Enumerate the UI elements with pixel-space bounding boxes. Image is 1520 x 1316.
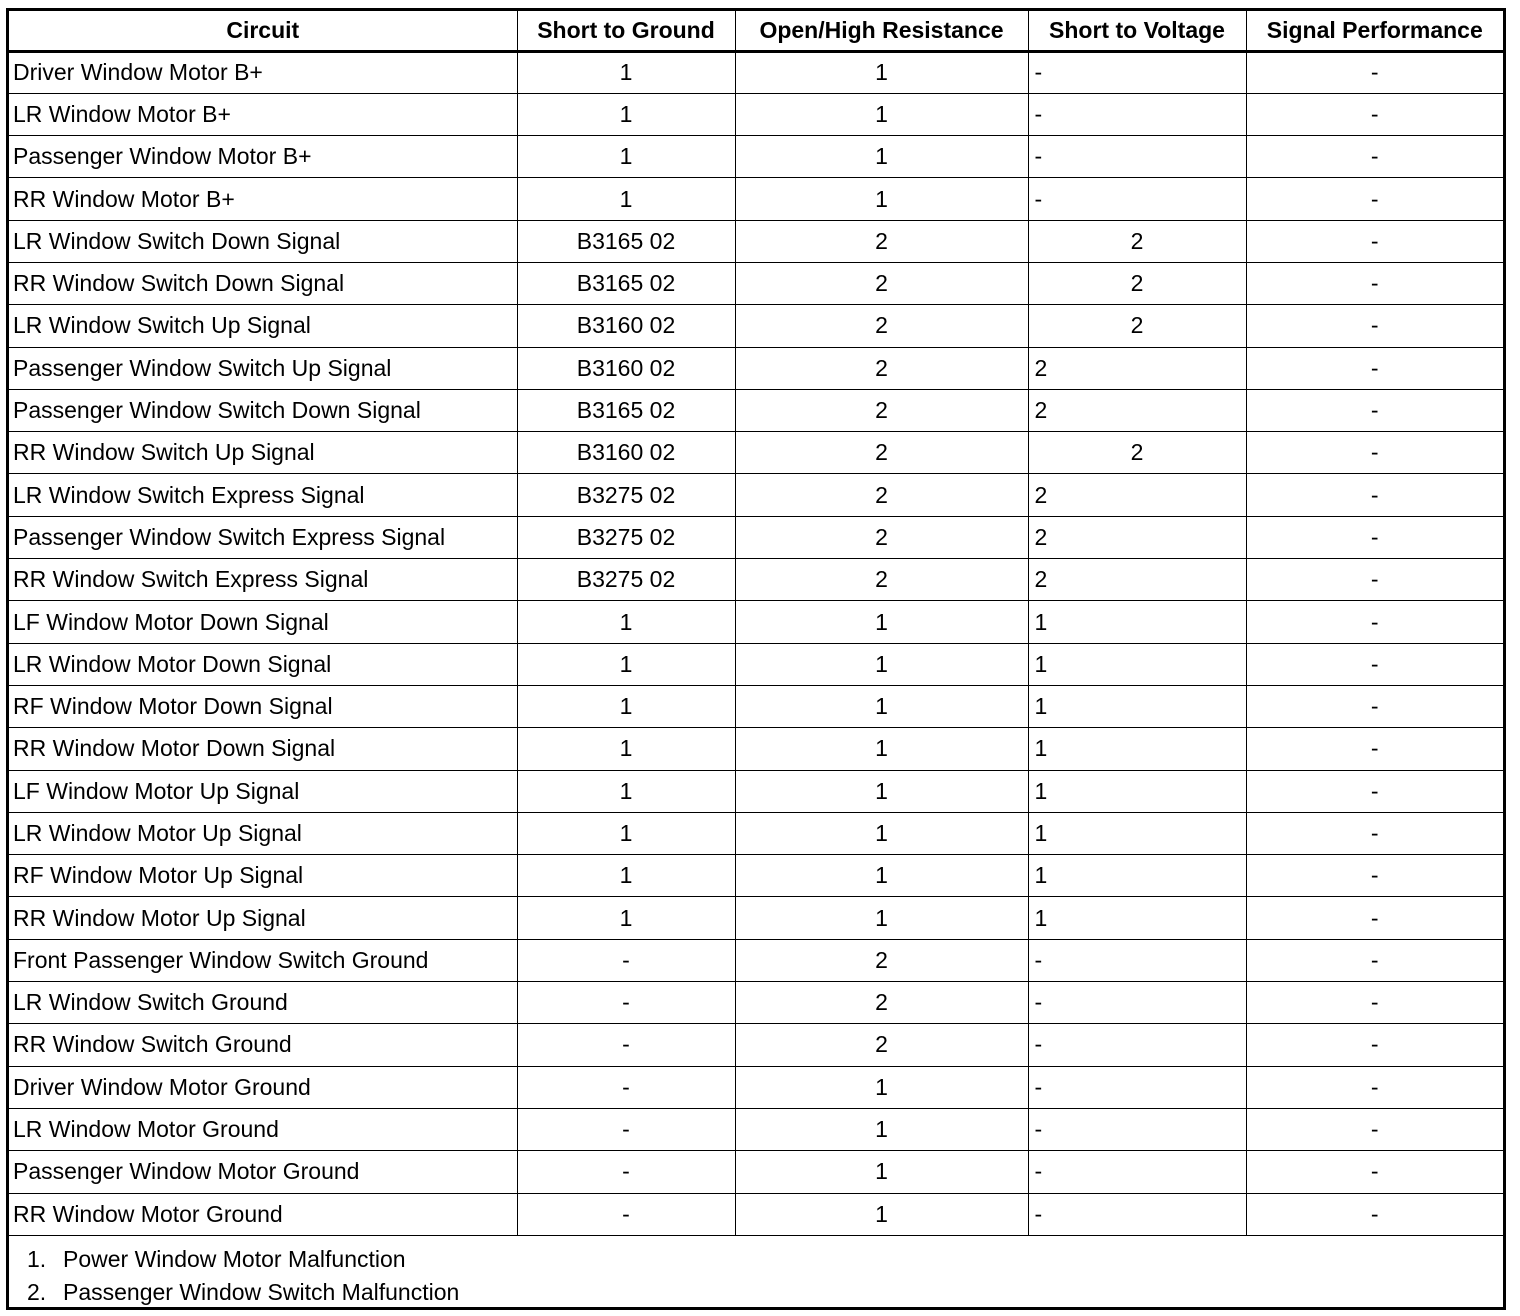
signal-performance-cell: - [1246,897,1503,939]
short-to-voltage-cell: - [1028,178,1246,220]
open-high-resistance-cell: 2 [735,389,1028,431]
short-to-ground-cell: - [517,1066,735,1108]
signal-performance-cell: - [1246,559,1503,601]
signal-performance-cell: - [1246,516,1503,558]
open-high-resistance-cell: 2 [735,305,1028,347]
short-to-ground-cell: - [517,1108,735,1150]
open-high-resistance-cell: 2 [735,516,1028,558]
short-to-voltage-cell: 2 [1028,347,1246,389]
short-to-voltage-cell: - [1028,51,1246,93]
footnote [27,1279,1503,1312]
open-high-resistance-cell: 1 [735,51,1028,93]
open-high-resistance-cell: 1 [735,1193,1028,1235]
short-to-ground-cell: 1 [517,897,735,939]
signal-performance-cell: - [1246,728,1503,770]
signal-performance-cell: - [1246,1108,1503,1150]
signal-performance-cell: - [1246,389,1503,431]
short-to-voltage-cell: - [1028,1151,1246,1193]
table-row [9,432,1503,474]
table-row [9,220,1503,262]
signal-performance-cell: - [1246,178,1503,220]
short-to-voltage-cell: 2 [1028,474,1246,516]
circuit-cell: LR Window Motor B+ [9,93,517,135]
short-to-voltage-cell: 1 [1028,770,1246,812]
header-signal-performance: Signal Performance [1246,11,1503,51]
circuit-cell: Driver Window Motor Ground [9,1066,517,1108]
signal-performance-cell: - [1246,601,1503,643]
short-to-ground-cell: 1 [517,770,735,812]
circuit-cell: RF Window Motor Down Signal [9,685,517,727]
short-to-ground-cell: B3275 02 [517,474,735,516]
short-to-ground-cell: B3275 02 [517,516,735,558]
short-to-ground-cell: - [517,1024,735,1066]
circuit-cell: Driver Window Motor B+ [9,51,517,93]
short-to-voltage-cell: - [1028,136,1246,178]
circuit-cell: RR Window Motor Ground [9,1193,517,1235]
signal-performance-cell: - [1246,770,1503,812]
circuit-cell: RF Window Motor Up Signal [9,855,517,897]
table-row [9,982,1503,1024]
open-high-resistance-cell: 2 [735,559,1028,601]
open-high-resistance-cell: 1 [735,643,1028,685]
circuit-cell: RR Window Switch Down Signal [9,262,517,304]
circuit-cell: LR Window Motor Ground [9,1108,517,1150]
open-high-resistance-cell: 1 [735,728,1028,770]
circuit-cell: RR Window Motor Down Signal [9,728,517,770]
signal-performance-cell: - [1246,1151,1503,1193]
short-to-voltage-cell: 1 [1028,728,1246,770]
short-to-ground-cell: - [517,1151,735,1193]
signal-performance-cell: - [1246,220,1503,262]
header-short-to-ground: Short to Ground [517,11,735,51]
signal-performance-cell: - [1246,939,1503,981]
short-to-ground-cell: - [517,939,735,981]
short-to-voltage-cell: - [1028,1024,1246,1066]
header-row [9,11,1503,51]
short-to-voltage-cell: - [1028,982,1246,1024]
circuit-cell: RR Window Motor Up Signal [9,897,517,939]
footnote-number: 2. [27,1278,47,1305]
open-high-resistance-cell: 2 [735,982,1028,1024]
open-high-resistance-cell: 2 [735,262,1028,304]
short-to-ground-cell: 1 [517,136,735,178]
short-to-voltage-cell: 1 [1028,897,1246,939]
table-row [9,601,1503,643]
short-to-voltage-cell: 1 [1028,812,1246,854]
signal-performance-cell: - [1246,812,1503,854]
signal-performance-cell: - [1246,1066,1503,1108]
circuit-cell: Passenger Window Motor B+ [9,136,517,178]
table-row [9,262,1503,304]
signal-performance-cell: - [1246,93,1503,135]
short-to-ground-cell: B3165 02 [517,262,735,304]
table-row [9,93,1503,135]
short-to-ground-cell: B3160 02 [517,347,735,389]
signal-performance-cell: - [1246,262,1503,304]
table-row [9,389,1503,431]
short-to-voltage-cell: 1 [1028,643,1246,685]
circuit-cell: LR Window Switch Express Signal [9,474,517,516]
short-to-ground-cell: 1 [517,178,735,220]
table-row [9,51,1503,93]
short-to-ground-cell: 1 [517,51,735,93]
circuit-cell: LF Window Motor Down Signal [9,601,517,643]
signal-performance-cell: - [1246,685,1503,727]
footnote-text: Passenger Window Switch Malfunction [63,1278,460,1305]
header-open-high-resistance: Open/High Resistance [735,11,1028,51]
table-row [9,643,1503,685]
dtc-table-frame [6,8,1506,1310]
circuit-cell: LR Window Switch Ground [9,982,517,1024]
circuit-cell: LR Window Motor Up Signal [9,812,517,854]
open-high-resistance-cell: 2 [735,220,1028,262]
circuit-cell: Passenger Window Switch Up Signal [9,347,517,389]
table-row [9,770,1503,812]
table-row [9,1151,1503,1193]
signal-performance-cell: - [1246,305,1503,347]
circuit-cell: Passenger Window Switch Express Signal [9,516,517,558]
table-row [9,1108,1503,1150]
open-high-resistance-cell: 1 [735,812,1028,854]
table-row [9,1193,1503,1235]
open-high-resistance-cell: 1 [735,897,1028,939]
table-row [9,474,1503,516]
circuit-cell: LF Window Motor Up Signal [9,770,517,812]
short-to-ground-cell: B3165 02 [517,220,735,262]
table-row [9,178,1503,220]
open-high-resistance-cell: 1 [735,93,1028,135]
circuit-cell: Passenger Window Switch Down Signal [9,389,517,431]
signal-performance-cell: - [1246,432,1503,474]
short-to-ground-cell: 1 [517,855,735,897]
short-to-ground-cell: - [517,1193,735,1235]
circuit-cell: RR Window Switch Express Signal [9,559,517,601]
footnotes [9,1236,1503,1312]
table-row [9,1066,1503,1108]
short-to-ground-cell: B3160 02 [517,432,735,474]
circuit-cell: RR Window Switch Up Signal [9,432,517,474]
open-high-resistance-cell: 1 [735,1151,1028,1193]
short-to-voltage-cell: 2 [1028,559,1246,601]
short-to-ground-cell: - [517,982,735,1024]
open-high-resistance-cell: 1 [735,601,1028,643]
signal-performance-cell: - [1246,1024,1503,1066]
signal-performance-cell: - [1246,643,1503,685]
open-high-resistance-cell: 2 [735,347,1028,389]
signal-performance-cell: - [1246,1193,1503,1235]
short-to-voltage-cell: 1 [1028,685,1246,727]
footnote-text: Power Window Motor Malfunction [63,1245,406,1272]
open-high-resistance-cell: 2 [735,1024,1028,1066]
table-row [9,855,1503,897]
circuit-cell: LR Window Switch Up Signal [9,305,517,347]
table-row [9,939,1503,981]
short-to-voltage-cell: - [1028,1108,1246,1150]
short-to-ground-cell: B3160 02 [517,305,735,347]
table-row [9,897,1503,939]
table-row [9,685,1503,727]
open-high-resistance-cell: 1 [735,136,1028,178]
short-to-ground-cell: 1 [517,643,735,685]
circuit-cell: Front Passenger Window Switch Ground [9,939,517,981]
short-to-voltage-cell: 2 [1028,432,1246,474]
short-to-voltage-cell: - [1028,1193,1246,1235]
short-to-ground-cell: 1 [517,685,735,727]
short-to-ground-cell: 1 [517,812,735,854]
short-to-voltage-cell: 2 [1028,305,1246,347]
signal-performance-cell: - [1246,855,1503,897]
header-circuit: Circuit [9,11,517,51]
footnote-number: 1. [27,1245,47,1272]
short-to-voltage-cell: - [1028,93,1246,135]
short-to-voltage-cell: 2 [1028,220,1246,262]
short-to-voltage-cell: 2 [1028,389,1246,431]
open-high-resistance-cell: 1 [735,770,1028,812]
open-high-resistance-cell: 1 [735,1066,1028,1108]
signal-performance-cell: - [1246,136,1503,178]
table-row [9,347,1503,389]
circuit-cell: LR Window Switch Down Signal [9,220,517,262]
footnote [27,1246,1503,1279]
circuit-dtc-table [9,11,1503,1236]
table-row [9,305,1503,347]
short-to-ground-cell: 1 [517,728,735,770]
short-to-ground-cell: 1 [517,93,735,135]
short-to-voltage-cell: 1 [1028,601,1246,643]
circuit-cell: LR Window Motor Down Signal [9,643,517,685]
table-row [9,559,1503,601]
open-high-resistance-cell: 1 [735,1108,1028,1150]
short-to-voltage-cell: 2 [1028,262,1246,304]
signal-performance-cell: - [1246,474,1503,516]
open-high-resistance-cell: 1 [735,855,1028,897]
table-row [9,516,1503,558]
short-to-ground-cell: B3275 02 [517,559,735,601]
short-to-voltage-cell: 1 [1028,855,1246,897]
table-row [9,812,1503,854]
header-short-to-voltage: Short to Voltage [1028,11,1246,51]
signal-performance-cell: - [1246,982,1503,1024]
open-high-resistance-cell: 1 [735,685,1028,727]
open-high-resistance-cell: 2 [735,474,1028,516]
signal-performance-cell: - [1246,51,1503,93]
circuit-cell: RR Window Switch Ground [9,1024,517,1066]
open-high-resistance-cell: 2 [735,432,1028,474]
short-to-voltage-cell: - [1028,939,1246,981]
short-to-ground-cell: B3165 02 [517,389,735,431]
short-to-voltage-cell: 2 [1028,516,1246,558]
table-row [9,1024,1503,1066]
circuit-cell: Passenger Window Motor Ground [9,1151,517,1193]
open-high-resistance-cell: 2 [735,939,1028,981]
signal-performance-cell: - [1246,347,1503,389]
circuit-cell: RR Window Motor B+ [9,178,517,220]
table-row [9,136,1503,178]
table-row [9,728,1503,770]
short-to-voltage-cell: - [1028,1066,1246,1108]
open-high-resistance-cell: 1 [735,178,1028,220]
short-to-ground-cell: 1 [517,601,735,643]
